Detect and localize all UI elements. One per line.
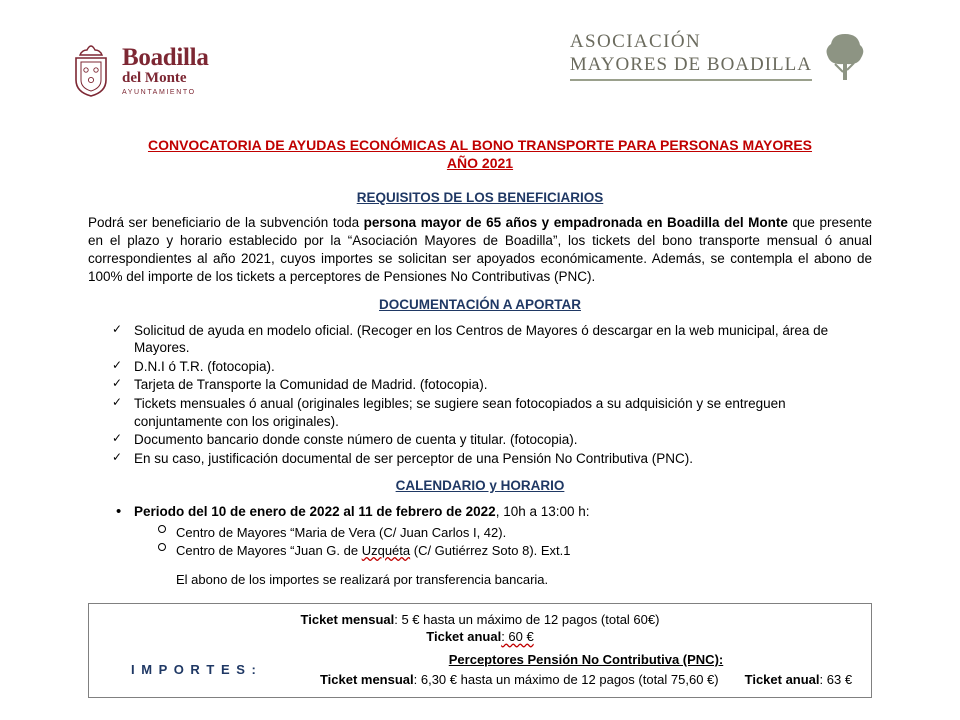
page-title-line2: AÑO 2021 <box>446 155 514 172</box>
check-icon: ✓ <box>112 431 123 446</box>
list-item-label: Tickets mensuales ó anual (originales legibles; se sugiere sean fotocopiados a su adquisición y se entreguen conjuntamente con los originales). <box>134 396 786 429</box>
circle-bullet-icon <box>158 525 166 533</box>
transferencia-note: El abono de los importes se realizará por transferencia bancaria. <box>176 572 549 588</box>
asociacion-mayores-logo <box>570 30 868 82</box>
requisitos-text-2: que presente en el plazo y horario establecido por la “Asociación Mayores de Boadilla”, los tickets del bono transporte mensual ó anual correspondientes al año 2021, cuyos importes se solicitan ser apoyados económicamente. Además, se contempla el abono de 100% del importe de los tickets a perceptores de Pensiones No Contributivas (PNC). <box>88 215 873 285</box>
logo-asociacion-line2: MAYORES DE BOADILLA <box>569 53 812 75</box>
logo-asociacion-line1: ASOCIACIÓN <box>569 31 702 53</box>
document-header <box>0 0 960 118</box>
centros-list <box>156 524 872 560</box>
boadilla-ayuntamiento-logo <box>68 42 209 98</box>
section-heading-documentacion: DOCUMENTACIÓN A APORTAR <box>379 297 581 313</box>
list-item <box>108 322 872 357</box>
periodo-rest: , 10h a 13:00 h: <box>495 503 590 519</box>
check-icon: ✓ <box>112 449 123 464</box>
list-item-label: Solicitud de ayuda en modelo oficial. (Recoger en los Centros de Mayores ó descargar en la web municipal, área de Mayores. <box>134 322 829 356</box>
importes-box <box>88 603 872 698</box>
list-item <box>108 431 872 449</box>
centro2-suffix: (C/ Gutiérrez Soto 8). Ext.1 <box>410 543 571 559</box>
pnc-anual-bold: Ticket anual <box>744 671 820 687</box>
pnc-mensual-bold: Ticket mensual <box>319 671 414 687</box>
importe-anual-line <box>99 628 861 645</box>
centro2-underlined: Uzquéta <box>361 543 411 559</box>
section-heading-calendario: CALENDARIO y HORARIO <box>395 478 565 494</box>
pnc-anual-rest: : 63 € <box>819 671 853 687</box>
importes-label: I M P O R T E S : <box>131 661 258 677</box>
centro-label: Centro de Mayores “Maria de Vera (C/ Juan Carlos I, 42). <box>176 525 507 541</box>
page-title <box>88 136 872 173</box>
calendario-list <box>108 503 872 521</box>
list-item-label: Documento bancario donde conste número de cuenta y titular. (fotocopia). <box>134 432 578 448</box>
list-item <box>108 503 872 521</box>
section-heading-requisitos: REQUISITOS DE LOS BENEFICIARIOS <box>356 189 604 205</box>
importe-mensual-line <box>99 611 861 628</box>
check-icon: ✓ <box>112 357 123 372</box>
requisitos-text-1: Podrá ser beneficiario de la subvención toda <box>88 215 364 231</box>
requisitos-text-bold: persona mayor de 65 años y empadronada en Boadilla del Monte <box>363 215 788 231</box>
pnc-amounts-line <box>311 672 861 689</box>
logo-boadilla-line1: Boadilla <box>122 43 209 71</box>
list-item <box>108 450 872 468</box>
page-title-line1: CONVOCATORIA DE AYUDAS ECONÓMICAS AL BONO TRANSPORTE PARA PERSONAS MAYORES <box>147 137 813 153</box>
circle-bullet-icon <box>158 543 166 551</box>
check-icon: ✓ <box>112 376 123 391</box>
importe-anual-rest: : 60 € <box>501 629 534 645</box>
list-item-label: D.N.I ó T.R. (fotocopia). <box>134 358 275 374</box>
list-item <box>108 395 872 430</box>
list-item-label: Tarjeta de Transporte la Comunidad de Madrid. (fotocopia). <box>134 377 488 393</box>
periodo-bold: Periodo del 10 de enero de 2022 al 11 de febrero de 2022 <box>134 503 496 519</box>
requisitos-paragraph <box>88 214 872 286</box>
list-item <box>108 376 872 394</box>
importes-pnc-row <box>99 652 861 689</box>
logo-underline <box>570 79 812 81</box>
tree-icon <box>822 30 868 82</box>
pnc-heading: Perceptores Pensión No Contributiva (PNC): <box>448 651 724 667</box>
check-icon: ✓ <box>112 321 123 336</box>
importe-mensual-bold: Ticket mensual <box>300 612 395 628</box>
check-icon: ✓ <box>112 395 123 410</box>
document-body <box>88 136 872 698</box>
coat-of-arms-icon <box>68 42 114 98</box>
list-item-label: En su caso, justificación documental de ser perceptor de una Pensión No Contributiva (PNC). <box>134 450 694 466</box>
centro2-prefix: Centro de Mayores “Juan G. de <box>176 543 362 559</box>
list-item <box>156 542 872 560</box>
bullet-icon: • <box>116 502 122 520</box>
importe-mensual-rest: : 5 € hasta un máximo de 12 pagos (total 60€) <box>394 612 660 628</box>
list-item <box>156 524 872 542</box>
pnc-mensual-rest: : 6,30 € hasta un máximo de 12 pagos (total 75,60 €) <box>413 671 719 687</box>
importe-anual-bold: Ticket anual <box>426 629 502 645</box>
list-item <box>108 358 872 376</box>
logo-boadilla-line3: AYUNTAMIENTO <box>122 88 196 96</box>
documentacion-list <box>108 322 872 467</box>
logo-boadilla-line2: del Monte <box>122 69 187 86</box>
